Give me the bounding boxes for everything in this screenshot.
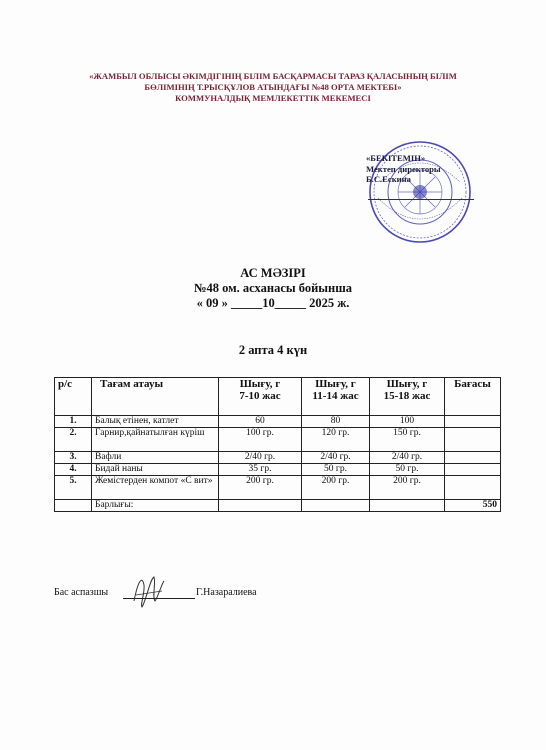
total-empty-cell <box>55 500 92 512</box>
row-num: 3. <box>55 452 92 464</box>
row-portion-c: 150 гр. <box>370 428 445 452</box>
row-portion-c: 200 гр. <box>370 476 445 500</box>
row-portion-a: 2/40 гр. <box>219 452 302 464</box>
header-price: Бағасы <box>445 378 501 416</box>
menu-table <box>54 377 501 512</box>
approval-position: Мектеп директоры <box>366 163 441 174</box>
menu-title-block <box>0 266 546 311</box>
total-empty-cell <box>370 500 445 512</box>
table-row <box>55 476 501 500</box>
row-portion-a: 60 <box>219 416 302 428</box>
signature-label: Бас аспазшы <box>54 587 109 598</box>
total-empty-cell <box>219 500 302 512</box>
signature-rule <box>123 598 195 599</box>
row-dish: Бидай наны <box>92 464 219 476</box>
menu-week-day: 2 апта 4 күн <box>238 343 308 357</box>
approval-signature-rule <box>368 199 474 200</box>
table-total-row <box>55 500 501 512</box>
row-portion-b: 120 гр. <box>302 428 370 452</box>
header-num: р/с <box>55 378 92 416</box>
total-label: Барлығы: <box>92 500 219 512</box>
row-portion-b: 2/40 гр. <box>302 452 370 464</box>
row-price <box>445 428 501 452</box>
row-num: 5. <box>55 476 92 500</box>
row-num: 2. <box>55 428 92 452</box>
row-dish: Гарнир,қайнатылған күріш <box>92 428 219 452</box>
row-portion-c: 50 гр. <box>370 464 445 476</box>
table-header-row <box>55 378 501 416</box>
row-price <box>445 464 501 476</box>
total-value: 550 <box>445 500 501 512</box>
menu-subtitle: №48 ом. асханасы бойынша <box>193 281 353 295</box>
row-portion-b: 80 <box>302 416 370 428</box>
signature-name: Г.Назаралиева <box>196 587 257 598</box>
table-row <box>55 428 501 452</box>
row-portion-a: 100 гр. <box>219 428 302 452</box>
approval-block <box>366 153 506 185</box>
row-portion-b: 50 гр. <box>302 464 370 476</box>
table-row <box>55 464 501 476</box>
row-price <box>445 476 501 500</box>
header-dish: Тағам атауы <box>92 378 219 416</box>
row-num: 1. <box>55 416 92 428</box>
row-num: 4. <box>55 464 92 476</box>
header-line-2: БӨЛІМІНІҢ Т.РЫСҚҰЛОВ АТЫНДАҒЫ №48 ОРТА МЕКТЕБІ» <box>144 82 402 92</box>
approval-name: Б.С.Ескина <box>366 174 411 184</box>
total-empty-cell <box>302 500 370 512</box>
menu-date: « 09 » _____10_____ 2025 ж. <box>196 296 350 310</box>
row-dish: Жемістерден компот «С вит» <box>92 476 219 500</box>
handwritten-signature-icon <box>128 571 170 611</box>
header-portion-11-14: Шығу, г 11-14 жас <box>302 378 370 416</box>
row-price <box>445 416 501 428</box>
row-portion-b: 200 гр. <box>302 476 370 500</box>
row-dish: Балық етінен, катлет <box>92 416 219 428</box>
school-header <box>0 71 546 104</box>
header-portion-7-10: Шығу, г 7-10 жас <box>219 378 302 416</box>
menu-title: АС МӘЗІРІ <box>240 266 306 280</box>
table-row <box>55 416 501 428</box>
approval-title: «БЕКІТЕМІН» <box>366 153 426 163</box>
row-portion-a: 200 гр. <box>219 476 302 500</box>
row-price <box>445 452 501 464</box>
row-portion-c: 100 <box>370 416 445 428</box>
header-line-3: КОММУНАЛДЫҚ МЕМЛЕКЕТТІК МЕКЕМЕСІ <box>175 93 371 103</box>
row-portion-a: 35 гр. <box>219 464 302 476</box>
row-dish: Вафли <box>92 452 219 464</box>
header-portion-15-18: Шығу, г 15-18 жас <box>370 378 445 416</box>
row-portion-c: 2/40 гр. <box>370 452 445 464</box>
header-line-1: «ЖАМБЫЛ ОБЛЫСЫ ӘКІМДІГІНІҢ БІЛІМ БАСҚАРМАСЫ ТАРАЗ ҚАЛАСЫНЫҢ БІЛІМ <box>89 71 457 81</box>
table-row <box>55 452 501 464</box>
